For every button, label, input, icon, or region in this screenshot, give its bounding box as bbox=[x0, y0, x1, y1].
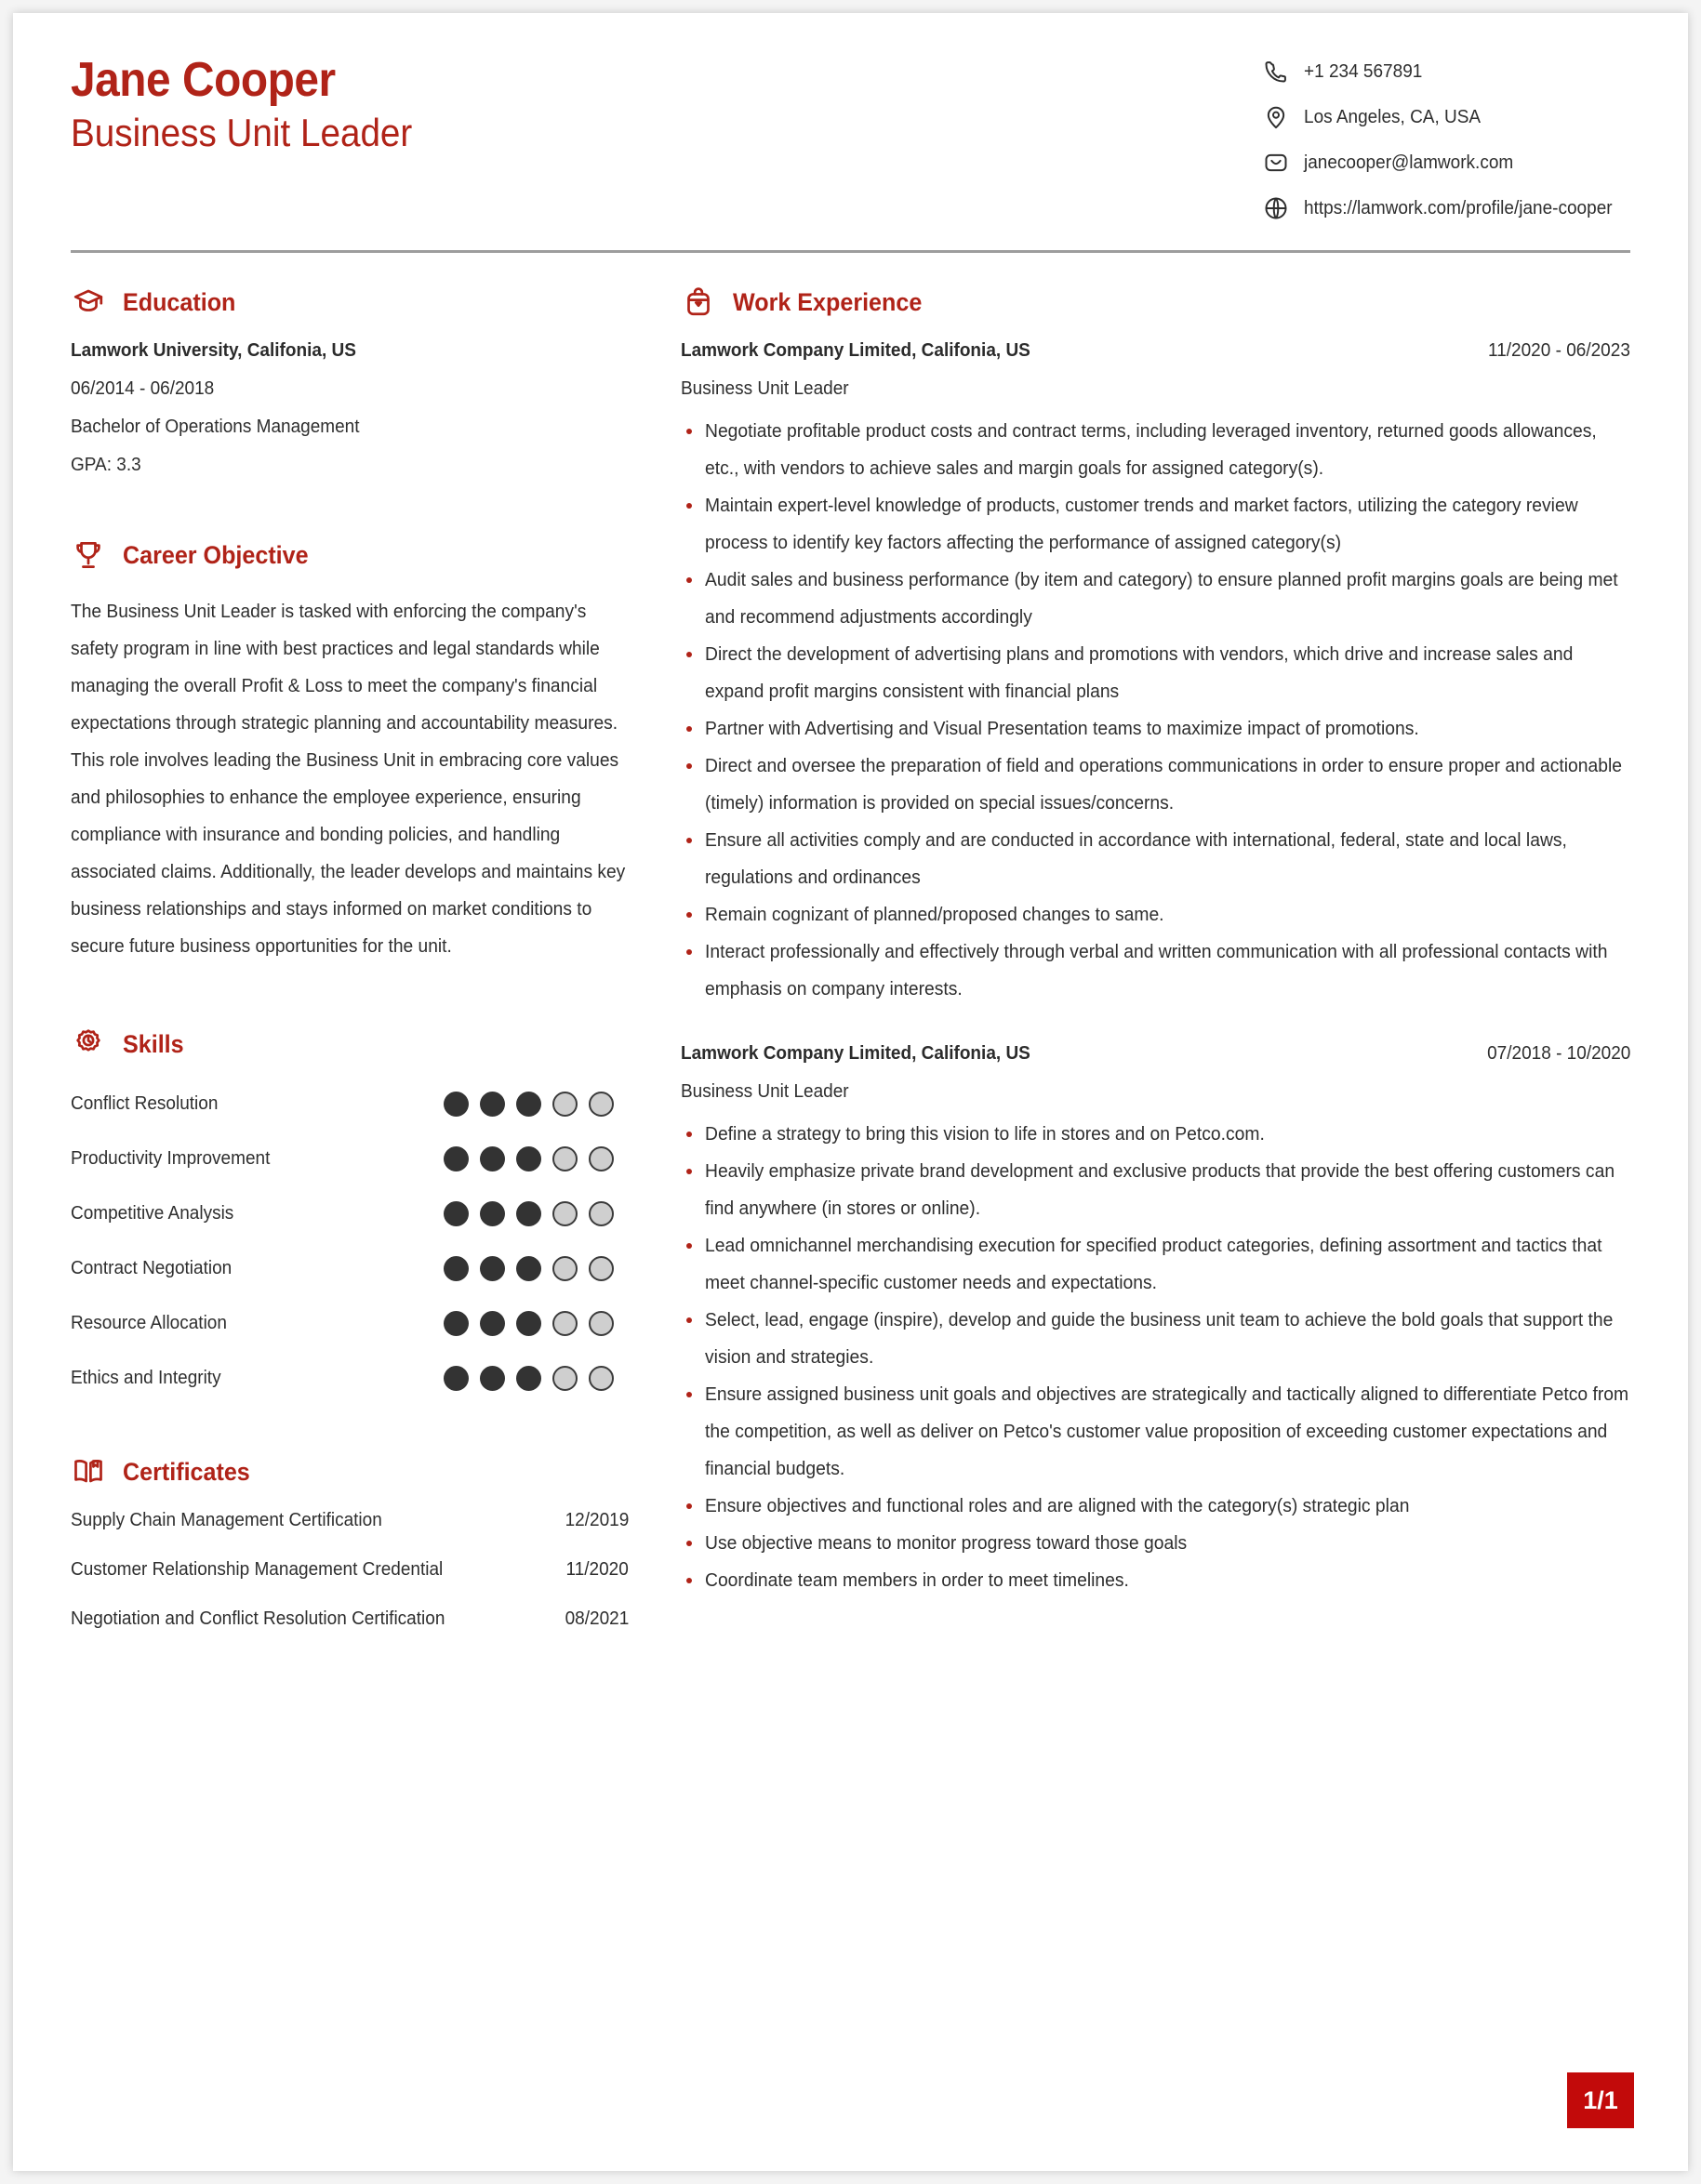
job-responsibility-item bbox=[681, 1525, 1630, 1562]
rating-dot-filled bbox=[444, 1146, 469, 1171]
contact-row-phone[interactable] bbox=[1262, 58, 1628, 86]
certificates-list bbox=[71, 1510, 629, 1630]
job-responsibility-text: Interact professionally and effectively through verbal and written communication with all professional contacts with emphasis on company interests. bbox=[705, 942, 1608, 999]
location-icon bbox=[1262, 103, 1290, 131]
job-responsibility-text: Heavily emphasize private brand development and exclusive products that provide the best offering customers can find anywhere (in stores or online). bbox=[705, 1161, 1615, 1219]
rating-dot-filled bbox=[444, 1311, 469, 1336]
resume-body bbox=[13, 285, 1688, 1658]
job-role: Business Unit Leader bbox=[681, 1081, 849, 1102]
certificate-name: Negotiation and Conflict Resolution Certification bbox=[71, 1608, 445, 1629]
rating-dot-empty bbox=[589, 1201, 614, 1226]
career-objective-title: Career Objective bbox=[123, 540, 309, 569]
job-responsibility-list bbox=[681, 413, 1630, 1008]
job-responsibility-text: Audit sales and business performance (by item and category) to ensure planned profit margins goals are being met and recommend adjustments accordingly bbox=[705, 570, 1618, 628]
header-job-title: Business Unit Leader bbox=[71, 111, 413, 155]
rating-dot-filled bbox=[444, 1366, 469, 1391]
job-responsibility-text: Use objective means to monitor progress toward those goals bbox=[705, 1533, 1188, 1554]
rating-dot-empty bbox=[589, 1311, 614, 1336]
right-column bbox=[681, 285, 1630, 1658]
rating-dot-filled bbox=[516, 1366, 541, 1391]
rating-dot-empty bbox=[589, 1146, 614, 1171]
rating-dot-filled bbox=[516, 1311, 541, 1336]
rating-dot-empty bbox=[589, 1092, 614, 1117]
certificate-date: 12/2019 bbox=[565, 1510, 629, 1530]
rating-dot-filled bbox=[516, 1201, 541, 1226]
job-dates: 07/2018 - 10/2020 bbox=[1486, 1043, 1630, 1064]
contact-website-value: https://lamwork.com/profile/jane-cooper bbox=[1303, 197, 1613, 218]
certificate-date: 08/2021 bbox=[565, 1608, 629, 1629]
rating-dot-empty bbox=[589, 1256, 614, 1281]
skill-rating-dots bbox=[444, 1311, 629, 1336]
skill-row bbox=[71, 1247, 629, 1290]
contact-row-location[interactable] bbox=[1262, 103, 1628, 131]
skill-name: Ethics and Integrity bbox=[71, 1367, 221, 1388]
certificate-row bbox=[71, 1559, 629, 1581]
skill-row bbox=[71, 1302, 629, 1344]
rating-dot-empty bbox=[552, 1201, 578, 1226]
rating-dot-empty bbox=[552, 1256, 578, 1281]
job-responsibility-item bbox=[681, 1153, 1630, 1227]
contact-email-value: janecooper@lamwork.com bbox=[1303, 152, 1514, 173]
job-responsibility-text: Coordinate team members in order to meet timelines. bbox=[705, 1570, 1129, 1591]
job-responsibility-text: Ensure objectives and functional roles and are aligned with the category(s) strategic plan bbox=[705, 1496, 1410, 1516]
job-responsibility-text: Ensure assigned business unit goals and objectives are strategically and tactically aligned to differentiate Petco from the competition, as well as deliver on Petco's customer value proposition of exceeding customer expectations and financial budgets. bbox=[705, 1384, 1629, 1479]
rating-dot-empty bbox=[552, 1311, 578, 1336]
job-responsibility-item bbox=[681, 413, 1630, 487]
job-responsibility-item bbox=[681, 487, 1630, 562]
left-column bbox=[71, 285, 629, 1658]
job-responsibility-text: Negotiate profitable product costs and contract terms, including leveraged inventory, returned goods allowances, etc., with vendors to achieve sales and margin goals for assigned category(s). bbox=[705, 421, 1597, 479]
section-skills bbox=[71, 1026, 629, 1399]
skill-rating-dots bbox=[444, 1256, 629, 1281]
name-block bbox=[71, 46, 442, 156]
contact-info-list bbox=[1262, 46, 1630, 222]
rating-dot-filled bbox=[444, 1256, 469, 1281]
job-header bbox=[681, 340, 1630, 362]
job-responsibility-item bbox=[681, 1562, 1630, 1599]
rating-dot-empty bbox=[552, 1146, 578, 1171]
skills-title: Skills bbox=[123, 1029, 184, 1058]
job-responsibility-text: Select, lead, engage (inspire), develop and guide the business unit team to achieve the bold goals that support the vision and strategies. bbox=[705, 1310, 1614, 1368]
job-responsibility-text: Remain cognizant of planned/proposed changes to same. bbox=[705, 905, 1164, 925]
section-career-objective bbox=[71, 537, 629, 965]
briefcase-icon bbox=[681, 285, 716, 320]
rating-dot-filled bbox=[444, 1201, 469, 1226]
resume-page bbox=[13, 13, 1688, 2171]
skill-name: Productivity Improvement bbox=[71, 1147, 271, 1169]
contact-location-value: Los Angeles, CA, USA bbox=[1303, 106, 1482, 127]
section-certificates bbox=[71, 1454, 629, 1630]
education-gpa: GPA: 3.3 bbox=[71, 455, 141, 475]
certificate-row bbox=[71, 1608, 629, 1630]
job-header bbox=[681, 1043, 1630, 1065]
page-indicator-badge: 1/1 bbox=[1567, 2072, 1634, 2128]
job-responsibility-text: Partner with Advertising and Visual Presentation teams to maximize impact of promotions. bbox=[705, 719, 1419, 739]
header-divider bbox=[71, 250, 1630, 253]
job-responsibility-item bbox=[681, 933, 1630, 1008]
spacer bbox=[681, 1015, 1630, 1043]
rating-dot-filled bbox=[480, 1311, 505, 1336]
rating-dot-empty bbox=[552, 1366, 578, 1391]
certificate-row bbox=[71, 1510, 629, 1531]
skill-rating-dots bbox=[444, 1201, 629, 1226]
skill-name: Resource Allocation bbox=[71, 1312, 227, 1333]
gear-clock-icon bbox=[71, 1026, 106, 1062]
job-responsibility-item bbox=[681, 1302, 1630, 1376]
skill-row bbox=[71, 1137, 629, 1180]
contact-row-website[interactable] bbox=[1262, 194, 1628, 222]
certificate-name: Supply Chain Management Certification bbox=[71, 1510, 382, 1530]
work-experience-entry bbox=[681, 1043, 1630, 1599]
job-company: Lamwork Company Limited, Califonia, US bbox=[681, 340, 1030, 361]
skill-rating-dots bbox=[444, 1366, 629, 1391]
phone-icon bbox=[1262, 58, 1290, 86]
education-title: Education bbox=[123, 287, 236, 316]
career-objective-heading bbox=[71, 537, 629, 573]
skill-rating-dots bbox=[444, 1146, 629, 1171]
email-icon bbox=[1262, 149, 1290, 177]
job-responsibility-item bbox=[681, 636, 1630, 710]
certificate-date: 11/2020 bbox=[565, 1559, 629, 1580]
job-responsibility-list bbox=[681, 1116, 1630, 1599]
jobs-list bbox=[681, 340, 1630, 1599]
skills-list bbox=[71, 1082, 629, 1399]
job-responsibility-item bbox=[681, 1488, 1630, 1525]
rating-dot-filled bbox=[444, 1092, 469, 1117]
job-company: Lamwork Company Limited, Califonia, US bbox=[681, 1043, 1030, 1064]
job-responsibility-item bbox=[681, 748, 1630, 822]
rating-dot-filled bbox=[480, 1146, 505, 1171]
job-responsibility-item bbox=[681, 710, 1630, 748]
work-experience-heading bbox=[681, 285, 1630, 320]
spacer bbox=[71, 965, 629, 1026]
rating-dot-filled bbox=[516, 1092, 541, 1117]
job-responsibility-text: Lead omnichannel merchandising execution for specified product categories, defining assortment and tactics that meet channel-specific customer needs and expectations. bbox=[705, 1236, 1602, 1293]
contact-phone-value: +1 234 567891 bbox=[1303, 60, 1423, 82]
rating-dot-filled bbox=[480, 1201, 505, 1226]
skill-row bbox=[71, 1357, 629, 1399]
skills-heading bbox=[71, 1026, 629, 1062]
job-responsibility-item bbox=[681, 562, 1630, 636]
resume-header bbox=[13, 13, 1688, 222]
rating-dot-filled bbox=[516, 1256, 541, 1281]
spacer bbox=[71, 476, 629, 537]
skill-name: Contract Negotiation bbox=[71, 1257, 233, 1278]
job-responsibility-text: Define a strategy to bring this vision to life in stores and on Petco.com. bbox=[705, 1124, 1265, 1145]
work-experience-entry bbox=[681, 340, 1630, 1008]
job-role: Business Unit Leader bbox=[681, 378, 849, 399]
rating-dot-empty bbox=[552, 1092, 578, 1117]
job-responsibility-text: Ensure all activities comply and are conducted in accordance with international, federal, state and local laws, regulations and ordinances bbox=[705, 830, 1567, 888]
spacer bbox=[71, 1411, 629, 1454]
skill-name: Conflict Resolution bbox=[71, 1092, 219, 1114]
education-degree: Bachelor of Operations Management bbox=[71, 417, 360, 437]
job-responsibility-text: Maintain expert-level knowledge of products, customer trends and market factors, utilizing the category review process to identify key factors affecting the performance of assigned category(s) bbox=[705, 496, 1578, 553]
globe-icon bbox=[1262, 194, 1290, 222]
rating-dot-empty bbox=[589, 1366, 614, 1391]
education-heading bbox=[71, 285, 629, 320]
open-book-icon bbox=[71, 1454, 106, 1489]
job-responsibility-item bbox=[681, 1116, 1630, 1153]
job-responsibility-item bbox=[681, 822, 1630, 896]
job-responsibility-text: Direct the development of advertising plans and promotions with vendors, which drive and increase sales and expand profit margins consistent with financial plans bbox=[705, 644, 1574, 702]
job-dates: 11/2020 - 06/2023 bbox=[1488, 340, 1630, 361]
trophy-icon bbox=[71, 537, 106, 573]
rating-dot-filled bbox=[480, 1366, 505, 1391]
page-title: Jane Cooper bbox=[71, 53, 336, 107]
work-experience-title: Work Experience bbox=[733, 287, 923, 316]
contact-row-email[interactable] bbox=[1262, 149, 1628, 177]
graduation-cap-icon bbox=[71, 285, 106, 320]
job-responsibility-item bbox=[681, 1376, 1630, 1488]
job-responsibility-text: Direct and oversee the preparation of field and operations communications in order to ensure proper and actionable (timely) information is provided on special issues/concerns. bbox=[705, 756, 1622, 814]
skill-row bbox=[71, 1082, 629, 1125]
rating-dot-filled bbox=[480, 1256, 505, 1281]
education-school: Lamwork University, Califonia, US bbox=[71, 340, 356, 361]
career-objective-text: The Business Unit Leader is tasked with enforcing the company's safety program in line with best practices and legal standards while managing the overall Profit & Loss to meet the company's financial expectations through strategic planning and accountability measures. This role involves leading the Business Unit in embracing core values and philosophies to enhance the employee experience, ensuring compliance with insurance and bonding policies, and handling associated claims. Additionally, the leader develops and maintains key business relationships and stays informed on market conditions to secure future business opportunities for the unit. bbox=[71, 602, 626, 957]
rating-dot-filled bbox=[516, 1146, 541, 1171]
section-work-experience bbox=[681, 285, 1630, 1599]
job-responsibility-item bbox=[681, 896, 1630, 933]
rating-dot-filled bbox=[480, 1092, 505, 1117]
education-dates: 06/2014 - 06/2018 bbox=[71, 378, 215, 399]
job-responsibility-item bbox=[681, 1227, 1630, 1302]
skill-rating-dots bbox=[444, 1092, 629, 1117]
section-education bbox=[71, 285, 629, 476]
skill-name: Competitive Analysis bbox=[71, 1202, 234, 1224]
skill-row bbox=[71, 1192, 629, 1235]
certificates-title: Certificates bbox=[123, 1457, 250, 1486]
certificates-heading bbox=[71, 1454, 629, 1489]
certificate-name: Customer Relationship Management Credential bbox=[71, 1559, 444, 1580]
